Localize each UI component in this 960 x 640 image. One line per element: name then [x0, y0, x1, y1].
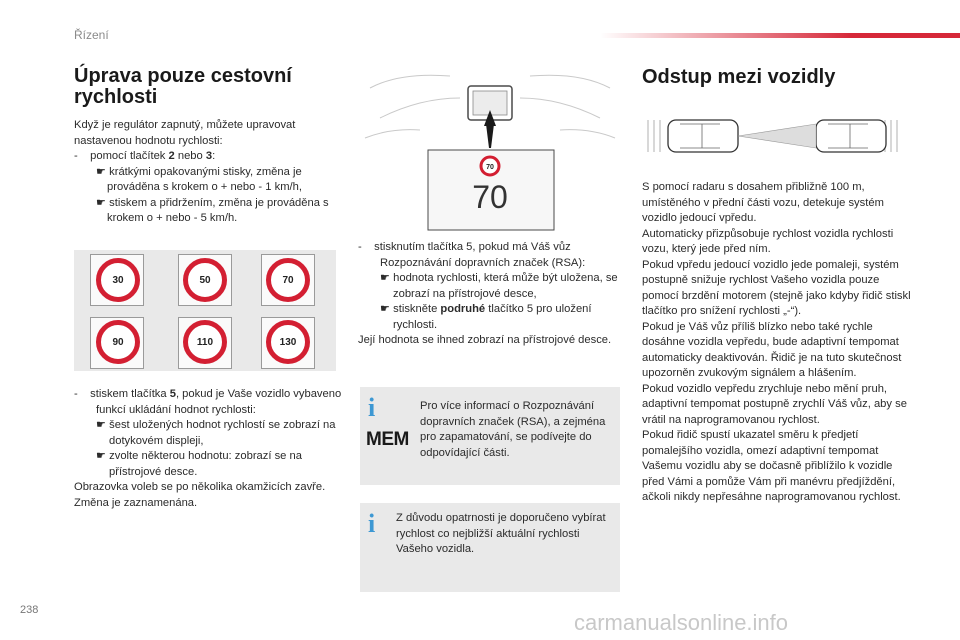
vehicles-distance-illustration [640, 112, 910, 160]
dash-item-rsa: - stisknutím tlačítka 5, pokud má Váš vůz Rozpoznávání dopravních značek (RSA): [358, 241, 586, 269]
bullet-long-press: ☛ stiskem a přidržením, změna je prováděna s krokem o + nebo - 5 km/h. [96, 196, 329, 224]
bullet-select-value: ☛ zvolte některou hodnotu: zobrazí se na přístrojové desce. [96, 450, 302, 478]
own-car-icon [668, 120, 738, 152]
left-title: Úprava pouze cestovní rychlosti [74, 65, 292, 108]
right-paragraph: S pomocí radaru s dosahem přibližně 100 m, umístěného v přední části vozu, detekuje systém vozidlo jedoucí vpředu. Automaticky přizpůsobuje rychlost vozidla rychlosti vozu, který jede před ním. Pokud vpředu jedoucí vozidlo jede pomaleji, systém postupně snižuje rychlost Vašeho vozidla pouze pomocí brzdění motorem (stejně jako kdyby řidič stiskl tlačítko pro snížení rychlosti „-“). Pokud je Váš vůz příliš blízko nebo také rychle dosáhne vozidla vepředu, bude adaptivní tempomat automaticky deaktivován. Řidič je na tuto skutečnost upozorněn zvukovým signálem a hlášením. Pokud vozidlo vepředu zrychluje nebo mění pruh, adaptivní tempomat postupně zrychlí Váš vůz, aby se vrátil na naprogramovanou rychlost. Pokud řidič spustí ukazatel směru k předjetí pomalejšího vozidla, omezí adaptivní tempomat Vašemu vozidlu aby se dočasně přiblížilo k vozidle před Vámi a pomůže Vám při manévru předjíždění, ačkoli nikdy nepřesáhne naprogramovanou rychlost. [642, 181, 911, 503]
section-label: Řízení [74, 28, 109, 42]
value-shown-text: Její hodnota se ihned zobrazí na přístrojové desce. [358, 334, 612, 346]
dash-item-buttons: - pomocí tlačítek 2 nebo 3: [74, 150, 216, 162]
left-text-top [74, 118, 344, 227]
display-speed-value: 70 [472, 179, 508, 215]
speed-signs-panel [74, 250, 336, 371]
left-text-bottom [74, 387, 349, 511]
dashboard-illustration [360, 68, 620, 233]
speed-sign-130: 130 [266, 320, 310, 364]
speed-sign-30: 30 [96, 258, 140, 302]
rsa-sign-value: 70 [486, 164, 494, 171]
bullet-rsa-value: ☛ hodnota rychlosti, která může být uložena, se zobrazí na přístrojové desce, [380, 272, 618, 300]
radar-beam-icon [738, 124, 816, 148]
speed-sign-50: 50 [183, 258, 227, 302]
speed-sign-110: 110 [183, 320, 227, 364]
speed-sign-90: 90 [96, 320, 140, 364]
mem-icon: MEM [366, 429, 409, 450]
middle-text [358, 240, 623, 349]
dash-item-memory: - stiskem tlačítka 5, pokud je Vaše vozidlo vybaveno funkcí ukládání hodnot rychlosti: [74, 388, 342, 416]
watermark-text: carmanualsonline.info [574, 610, 789, 635]
bullet-press-again: ☛ stiskněte podruhé tlačítko 5 pro uložení rychlosti. [380, 303, 592, 331]
page-number: 238 [20, 604, 39, 616]
speed-sign-70: 70 [266, 258, 310, 302]
screen-closes-text: Obrazovka voleb se po několika okamžicích zavře. [74, 481, 326, 493]
info-box-rsa [360, 387, 620, 485]
bullet-six-values: ☛ šest uložených hodnot rychlostí se zobrazí na dotykovém displeji, [96, 419, 336, 447]
intro-text: Když je regulátor zapnutý, můžete upravovat nastavenou hodnotu rychlosti: [74, 119, 296, 147]
info-box-rsa-text: Pro více informací o Rozpoznávání dopravních značek (RSA), a zejména pro zapamatování, se podívejte do odpovídající části. [420, 400, 606, 459]
info-icon: i [368, 509, 376, 538]
bullet-short-press: ☛ krátkými opakovanými stisky, změna je prováděna s krokem o + nebo - 1 km/h, [96, 165, 302, 193]
header-accent-bar [600, 33, 960, 38]
change-saved-text: Změna je zaznamenána. [74, 496, 198, 509]
info-box-speed-text: Z důvodu opatrnosti je doporučeno vybírat rychlost co nejbližší aktuální rychlosti Vašeho vozidla. [396, 512, 606, 555]
info-icon: i [368, 393, 376, 422]
right-title: Odstup mezi vozidly [642, 66, 836, 88]
info-box-speed-advice [360, 503, 620, 592]
lead-car-icon [816, 120, 886, 152]
